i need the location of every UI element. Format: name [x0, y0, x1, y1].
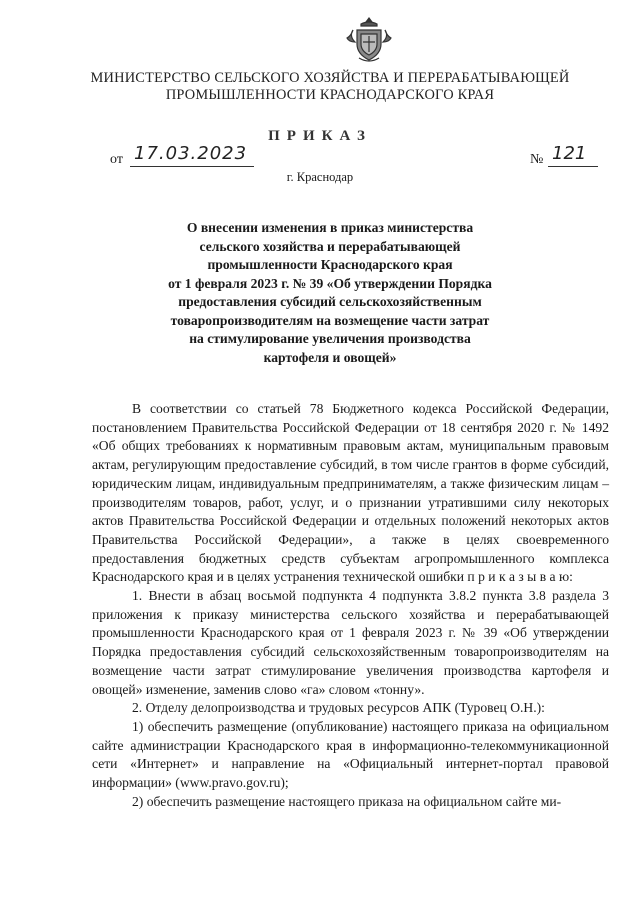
order-number: 121	[548, 142, 598, 167]
order-body	[92, 400, 609, 811]
heading-line: О внесении изменения в приказ министерства	[186, 220, 474, 235]
heading-line: от 1 февраля 2023 г. № 39 «Об утверждении Порядка	[168, 275, 492, 291]
ministry-name	[60, 70, 600, 104]
order-date: 17.03.2023	[130, 142, 254, 167]
item-2-paragraph: 2. Отделу делопроизводства и трудовых ресурсов АПК (Туровец О.Н.):	[132, 700, 545, 716]
preamble-paragraph: В соответствии со статьей 78 Бюджетного кодекса Российской Федерации, постановлением Правительства Российской Федерации от 18 сентября 2020 г. № 1492 «Об общих требованиях к нормативным правовым актам, муниципальным правовым актам, регулирующим предоставление субсидий, в том числе грантов в форме субсидий, юридическим лицам, индивидуальным предпринимателям, а также физическим лицам – производителям товаров, работ, услуг, и о признании утратившими силу некоторых актов Правительства Российской Федерации и отдельных положений некоторых актов Правительства Российской Федерации», а также в целях своевременного предоставления бюджетных средств субъектам агропромышленного комплекса Краснодарского края и в целях устранения технической ошибки п р и к а з ы в а ю:	[92, 401, 609, 585]
heading-line: на стимулирование увеличения производства	[189, 331, 471, 346]
item-1-paragraph: 1. Внести в абзац восьмой подпункта 4 подпункта 3.8.2 пункта 3.8 раздела 3 приложения к приказу министерства сельского хозяйства и перерабатывающей промышленности Краснодарского края от 1 февраля 2023 г. № 39 «Об утверждении Порядка предоставления субсидий сельскохозяйственным товаропроизводителям на возмещение части затрат стимулирование увеличения производства картофеля и овощей» изменение, заменив слово «га» словом «тонну».	[92, 588, 609, 697]
heading-line: предоставления субсидий сельскохозяйственным	[178, 294, 482, 309]
number-prefix: №	[530, 152, 544, 167]
ministry-line-2: ПРОМЫШЛЕННОСТИ КРАСНОДАРСКОГО КРАЯ	[165, 87, 495, 103]
heading-line: промышленности Краснодарского края	[207, 257, 453, 272]
item-2-2-paragraph: 2) обеспечить размещение настоящего приказа на официальном сайте ми-	[132, 793, 562, 809]
date-number-row	[0, 142, 640, 172]
coat-of-arms-icon	[343, 14, 395, 66]
heading-line: сельского хозяйства и перерабатывающей	[199, 238, 461, 254]
ministry-line-1: МИНИСТЕРСТВО СЕЛЬСКОГО ХОЗЯЙСТВА И ПЕРЕРАБАТЫВАЮЩЕЙ	[90, 70, 570, 86]
city: г. Краснодар	[286, 170, 354, 184]
item-2-1-paragraph: 1) обеспечить размещение (опубликование) настоящего приказа на официальном сайте администрации Краснодарского края в информационно-телекоммуникационной сети «Интернет» и направление на «Официальный интернет-портал правовой информации» (www.pravo.gov.ru);	[92, 718, 609, 791]
heading-line: товаропроизводителям на возмещение части затрат	[170, 312, 490, 328]
order-title: ПРИКАЗ	[268, 128, 372, 144]
order-heading	[130, 219, 530, 367]
date-prefix: от	[110, 152, 123, 167]
heading-line: картофеля и овощей»	[263, 349, 397, 365]
